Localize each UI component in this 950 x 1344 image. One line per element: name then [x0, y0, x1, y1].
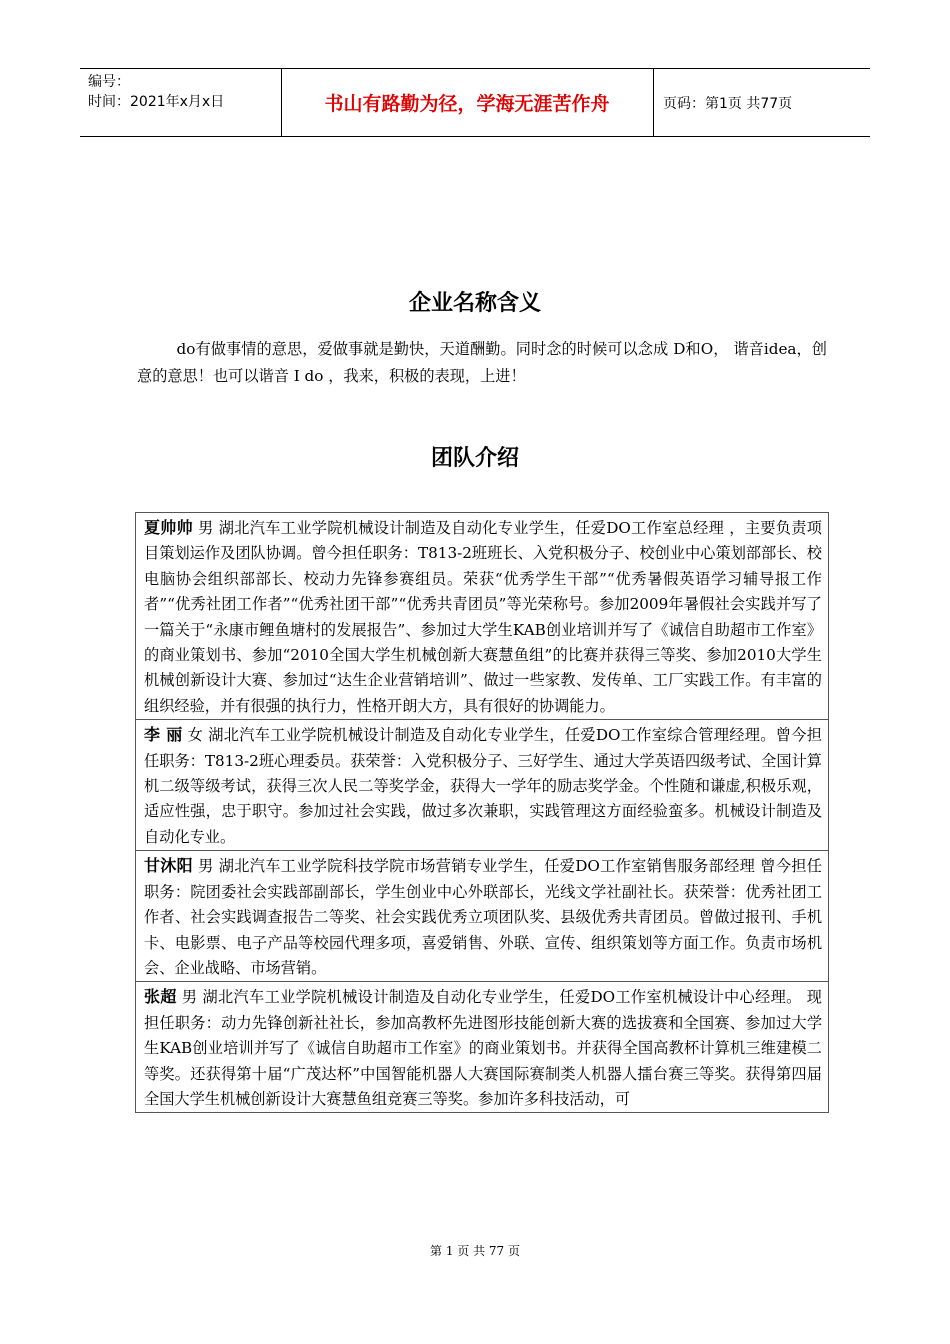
- team-member-row: [136, 720, 828, 851]
- member-name: 夏帅帅: [144, 518, 193, 537]
- section-title-team: 团队介绍: [430, 446, 519, 471]
- team-member-row: [136, 982, 828, 1112]
- page-footer: 第 1 页 共 77 页: [430, 1244, 520, 1258]
- section-title-company-name: 企业名称含义: [408, 291, 541, 316]
- member-name: 甘沐阳: [144, 856, 193, 876]
- member-description: 男 湖北汽车工业学院机械设计制造及自动化专业学生，任爱DO工作室总经理 ，主要负责项目策划运作及团队协调。曾今担任职务：T813-2班班长、入党积极分子、校创业中心策划部部长、校电脑协会组织部部长、校动力先锋参赛组员。荣获“优秀学生干部”“优秀暑假英语学习辅导报工作者”“优秀社团工作者”“优秀社团干部”“优秀共青团员”等光荣称号。参加2009年暑假社会实践并写了一篇关于“永康市鲤鱼塘村的发展报告”、参加过大学生KAB创业培训并写了《诚信自助超市工作室》的商业策划书、参加“2010全国大学生机械创新大赛慧鱼组”的比赛并获得三等奖、参加2010大学生机械创新设计大赛、参加过“达生企业营销培训”、做过一些家教、发传单、工厂实践工作。有丰富的组织经验，并有很强的执行力，性格开朗大方，具有很好的协调能力。: [144, 519, 822, 715]
- company-name-description: do有做事情的意思，爱做事就是勤快，天道酬勤。同时念的时候可以念成 D和O， 谐音idea，创意的意思！也可以谐音 I do ，我来，积极的表现，上进！: [137, 340, 827, 385]
- member-description: 男 湖北汽车工业学院机械设计制造及自动化专业学生，任爱DO工作室机械设计中心经理。 现担任职务：动力先锋创新社社长，参加高教杯先进图形技能创新大赛的选拔赛和全国赛、参加过大学生KAB创业培训并写了《诚信自助超市工作室》的商业策划书。并获得全国高教杯计算机三维建模二等奖。还获得第十届“广茂达杯”中国智能机器人大赛国际赛制类人机器人擂台赛三等奖。获得第四届全国大学生机械创新设计大赛慧鱼组竞赛三等奖。参加许多科技活动，可: [144, 988, 822, 1108]
- header-divider: [653, 69, 654, 136]
- header-page-number: 页码：第1页 共77页: [663, 95, 793, 112]
- document-date-label: 时间：2021年x月x日: [88, 94, 225, 110]
- member-name: 张超: [144, 987, 177, 1007]
- team-member-row: [136, 851, 828, 982]
- team-table: [135, 512, 829, 1113]
- header-motto: 书山有路勤为径，学海无涯苦作舟: [324, 93, 610, 115]
- header-meta: [88, 72, 280, 112]
- document-number-label: 编号：: [88, 74, 130, 90]
- page-header: [80, 68, 870, 137]
- member-description: 女 湖北汽车工业学院机械设计制造及自动化专业学生，任爱DO工作室综合管理经理。曾今担任职务：T813-2班心理委员。获荣誉：入党积极分子、三好学生、通过大学英语四级考试、全国计算机二级等级考试，获得三次人民二等奖学金，获得大一学年的励志奖学金。个性随和谦虚,积极乐观，适应性强，忠于职守。参加过社会实践，做过多次兼职，实践管理这方面经验蛮多。机械设计制造及自动化专业。: [144, 726, 822, 846]
- member-name: 李 丽: [144, 725, 183, 745]
- team-member-row: [136, 513, 828, 720]
- member-description: 男 湖北汽车工业学院科技学院市场营销专业学生，任爱DO工作室销售服务部经理 曾今担任职务：院团委社会实践部副部长，学生创业中心外联部长，光线文学社副社长。获荣誉：优秀社团工作者、社会实践调查报告二等奖、社会实践优秀立项团队奖、县级优秀共青团员。曾做过报刊、手机卡、电影票、电子产品等校园代理多项，喜爱销售、外联、宣传、组织策划等方面工作。负责市场机会、企业战略、市场营销。: [144, 857, 822, 977]
